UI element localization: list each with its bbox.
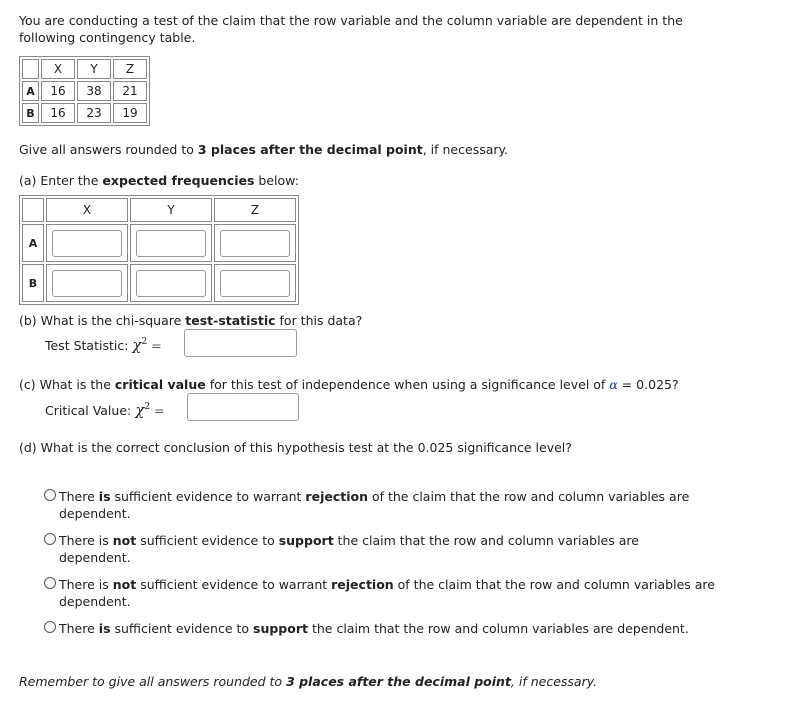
cell-b-y: 23: [77, 103, 111, 123]
expected-row-header-a: A: [22, 224, 44, 262]
rounding-note: [19, 141, 508, 158]
chi-exponent: 2: [141, 337, 148, 347]
col-header-x: X: [41, 59, 75, 79]
expected-input-b-z[interactable]: [220, 270, 290, 297]
rounding-note-post: , if necessary.: [422, 142, 509, 157]
critical-value-label: [45, 399, 165, 419]
conclusion-option-1[interactable]: [44, 488, 734, 522]
intro-line-2: following contingency table.: [19, 30, 196, 45]
reminder-bold: 3 places after the decimal point: [286, 674, 511, 689]
cell-a-x: 16: [41, 81, 75, 101]
reminder-post: , if necessary.: [510, 674, 598, 689]
expected-input-b-x[interactable]: [52, 270, 122, 297]
expected-header-row: [22, 198, 296, 222]
expected-col-header-z: Z: [214, 198, 296, 222]
equals-sign: =: [151, 338, 162, 353]
col-header-z: Z: [113, 59, 147, 79]
reminder-note: [19, 673, 597, 690]
cell-b-x: 16: [41, 103, 75, 123]
part-c-bold: critical value: [114, 377, 206, 392]
option-label: There is not sufficient evidence to support the claim that the row and column variables are dependent.: [59, 533, 639, 565]
part-d-question: (d) What is the correct conclusion of this hypothesis test at the 0.025 significance level?: [19, 440, 572, 455]
part-b-bold: test-statistic: [185, 313, 276, 328]
part-b-prompt: [19, 312, 362, 329]
conclusion-option-3[interactable]: [44, 576, 734, 610]
expected-row-b: [22, 264, 296, 302]
test-statistic-text: Test Statistic:: [45, 338, 133, 353]
part-a-bold: expected frequencies: [102, 173, 255, 188]
expected-row-header-b: B: [22, 264, 44, 302]
equals-sign: =: [154, 403, 165, 418]
contingency-row-b: [22, 103, 147, 123]
part-b-post: for this data?: [275, 313, 363, 328]
reminder-pre: Remember to give all answers rounded to: [19, 674, 287, 689]
chi-exponent: 2: [144, 402, 151, 412]
part-a-post: below:: [254, 173, 299, 188]
expected-input-a-x[interactable]: [52, 230, 122, 257]
conclusion-option-2[interactable]: [44, 532, 684, 566]
expected-input-a-z[interactable]: [220, 230, 290, 257]
part-c-prompt: [19, 376, 679, 393]
contingency-table: [19, 56, 150, 126]
chi-square-symbol: [135, 401, 150, 419]
cell-b-z: 19: [113, 103, 147, 123]
expected-row-a: [22, 224, 296, 262]
option-label: There is sufficient evidence to warrant rejection of the claim that the row and column variables are dependent.: [59, 489, 690, 521]
row-header-b: B: [22, 103, 39, 123]
test-statistic-input[interactable]: [184, 329, 297, 357]
part-c-mid: for this test of independence when using a significance level of: [205, 377, 610, 392]
expected-corner-cell: [22, 198, 44, 222]
part-b-pre: (b) What is the chi-square: [19, 313, 186, 328]
chi-symbol: χ: [132, 336, 142, 354]
alpha-symbol: α: [609, 377, 618, 392]
critical-value-text: Critical Value:: [45, 403, 136, 418]
intro-text: [19, 12, 683, 46]
part-a-pre: (a) Enter the: [19, 173, 103, 188]
intro-line-1: You are conducting a test of the claim that the row variable and the column variable are dependent in the: [19, 13, 683, 28]
col-header-y: Y: [77, 59, 111, 79]
radio-button[interactable]: [44, 533, 56, 545]
expected-col-header-y: Y: [130, 198, 212, 222]
radio-button[interactable]: [44, 489, 56, 501]
critical-value-input[interactable]: [187, 393, 299, 421]
test-statistic-label: [45, 334, 162, 354]
contingency-row-a: [22, 81, 147, 101]
part-c-post: = 0.025?: [617, 377, 679, 392]
chi-symbol: χ: [135, 401, 145, 419]
part-c-pre: (c) What is the: [19, 377, 115, 392]
contingency-header-row: [22, 59, 147, 79]
rounding-note-bold: 3 places after the decimal point: [197, 142, 423, 157]
cell-a-y: 38: [77, 81, 111, 101]
corner-cell: [22, 59, 39, 79]
row-header-a: A: [22, 81, 39, 101]
part-a-prompt: [19, 172, 299, 189]
cell-a-z: 21: [113, 81, 147, 101]
option-label: There is sufficient evidence to support the claim that the row and column variables are dependent.: [59, 621, 689, 636]
chi-square-symbol: [132, 336, 147, 354]
conclusion-option-4[interactable]: [44, 620, 764, 637]
option-label: There is not sufficient evidence to warrant rejection of the claim that the row and column variables are dependent.: [59, 577, 715, 609]
expected-input-a-y[interactable]: [136, 230, 206, 257]
radio-button[interactable]: [44, 577, 56, 589]
rounding-note-pre: Give all answers rounded to: [19, 142, 198, 157]
expected-col-header-x: X: [46, 198, 128, 222]
radio-button[interactable]: [44, 621, 56, 633]
expected-input-b-y[interactable]: [136, 270, 206, 297]
expected-frequencies-table: [19, 195, 299, 305]
